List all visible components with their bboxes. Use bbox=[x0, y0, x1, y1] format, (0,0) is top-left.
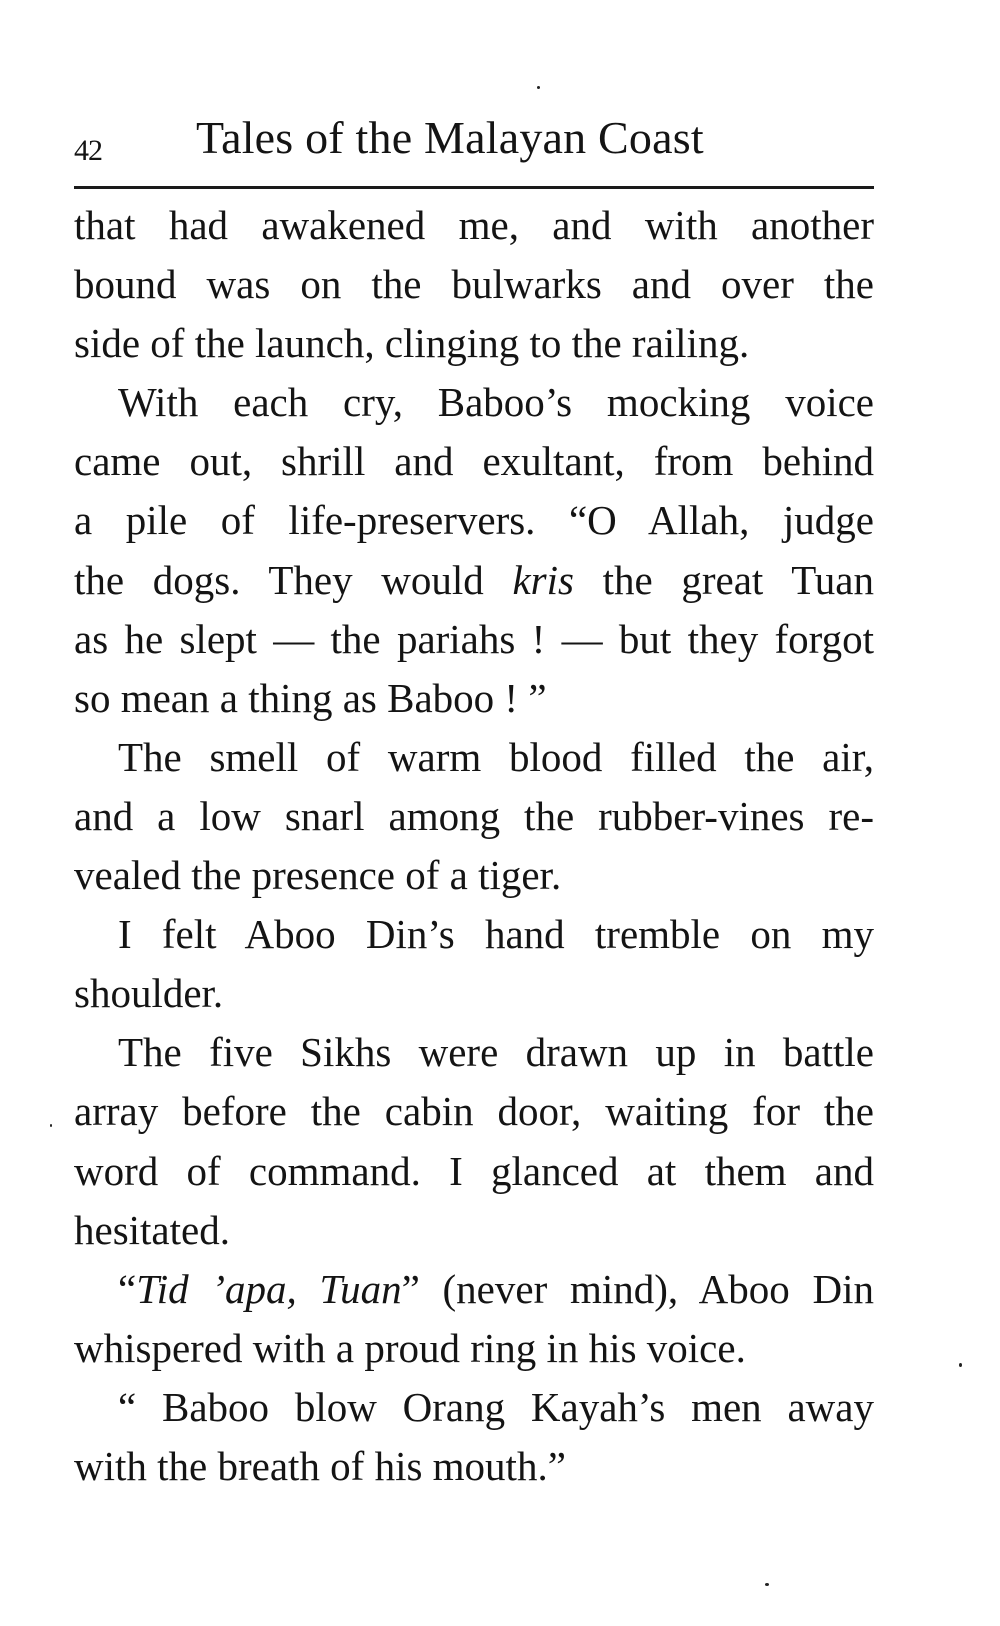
italic-phrase: Tid ’apa, Tuan bbox=[136, 1265, 402, 1312]
text-line: with the breath of his mouth.” bbox=[74, 1442, 566, 1489]
text-line: as he slept — the pariahs ! — but they forgot bbox=[74, 615, 874, 662]
line-fragment: ” (never mind), Aboo Din bbox=[401, 1265, 874, 1312]
text-line: The smell of warm blood filled the air, bbox=[118, 733, 874, 780]
text-line: came out, shrill and exultant, from behind bbox=[74, 438, 874, 485]
text-line: a pile of life-preservers. “O Allah, judge bbox=[74, 497, 874, 544]
print-speck bbox=[50, 1124, 52, 1127]
italic-word: kris bbox=[512, 556, 574, 603]
page-header bbox=[74, 108, 874, 168]
body-text bbox=[74, 196, 874, 1496]
print-speck bbox=[959, 1363, 962, 1367]
text-line: word of command. I glanced at them and bbox=[74, 1147, 874, 1194]
text-line bbox=[74, 551, 874, 610]
text-line: whispered with a proud ring in his voice. bbox=[74, 1324, 746, 1371]
text-line bbox=[74, 1260, 874, 1319]
line-fragment: the dogs. They would bbox=[74, 556, 513, 603]
print-speck bbox=[765, 1583, 769, 1586]
text-line: that had awakened me, and with another bbox=[74, 202, 874, 248]
page-number: 42 bbox=[74, 134, 102, 167]
print-speck bbox=[537, 86, 540, 89]
line-fragment: the great Tuan bbox=[573, 556, 874, 603]
text-line: shoulder. bbox=[74, 970, 224, 1017]
text-line: bound was on the bulwarks and over the bbox=[74, 261, 874, 308]
text-line: The five Sikhs were drawn up in battle bbox=[118, 1029, 874, 1076]
text-line: “ Baboo blow Orang Kayah’s men away bbox=[118, 1383, 874, 1430]
text-line: side of the launch, clinging to the railing. bbox=[74, 320, 750, 367]
text-line: I felt Aboo Din’s hand tremble on my bbox=[118, 911, 874, 958]
line-fragment: “ bbox=[118, 1265, 137, 1312]
text-line: With each cry, Baboo’s mocking voice bbox=[118, 379, 874, 426]
header-rule bbox=[74, 186, 874, 189]
text-line: hesitated. bbox=[74, 1206, 230, 1253]
text-line: vealed the presence of a tiger. bbox=[74, 852, 562, 899]
text-line: array before the cabin door, waiting for the bbox=[74, 1088, 874, 1135]
text-line: and a low snarl among the rubber-vines re- bbox=[74, 792, 874, 839]
running-title: Tales of the Malayan Coast bbox=[196, 112, 704, 163]
text-line: so mean a thing as Baboo ! ” bbox=[74, 674, 547, 721]
